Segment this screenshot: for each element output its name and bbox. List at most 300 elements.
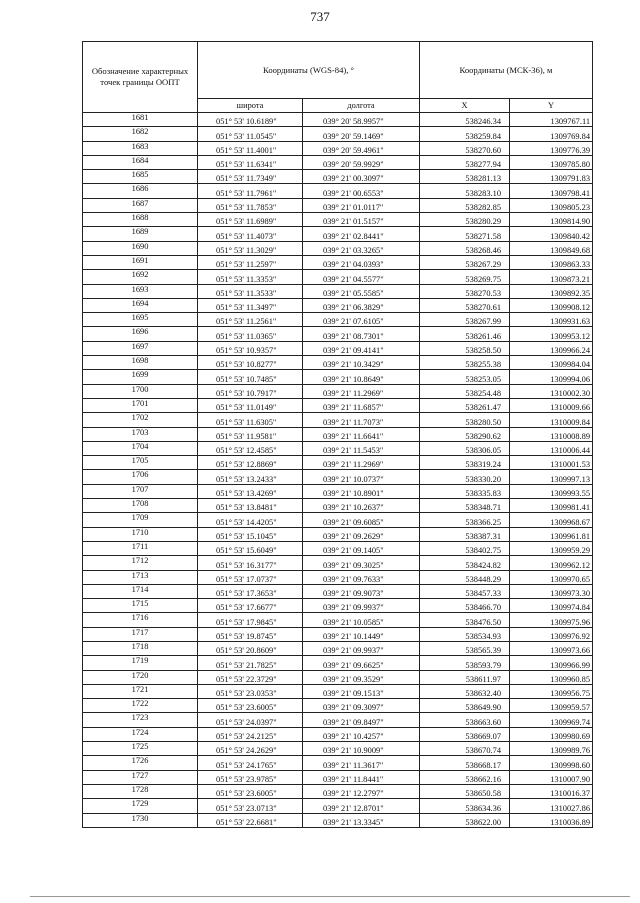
table-row (83, 499, 593, 513)
x-coord: 538282.85 (420, 198, 510, 212)
longitude: 039° 21' 10.0585" (303, 613, 420, 627)
y-coord: 1309973.66 (510, 641, 593, 655)
longitude: 039° 21' 09.8497" (303, 713, 420, 727)
point-id: 1697 (83, 341, 198, 355)
x-coord: 538387.31 (420, 527, 510, 541)
longitude: 039° 21' 01.0117" (303, 198, 420, 212)
point-id: 1699 (83, 370, 198, 384)
table-row (83, 270, 593, 284)
x-coord: 538330.20 (420, 470, 510, 484)
longitude: 039° 21' 04.0393" (303, 255, 420, 269)
y-coord: 1309956.75 (510, 684, 593, 698)
point-id: 1681 (83, 113, 198, 127)
page-number: 737 (310, 9, 330, 24)
latitude: 051° 53' 11.3497" (198, 298, 303, 312)
point-id: 1691 (83, 255, 198, 269)
latitude: 051° 53' 17.9845" (198, 613, 303, 627)
longitude: 039° 21' 11.8441" (303, 770, 420, 784)
y-coord: 1310007.90 (510, 770, 593, 784)
x-coord: 538534.93 (420, 627, 510, 641)
x-coord: 538270.60 (420, 141, 510, 155)
longitude: 039° 21' 10.8901" (303, 484, 420, 498)
point-id: 1686 (83, 184, 198, 198)
latitude: 051° 53' 11.6989" (198, 213, 303, 227)
latitude: 051° 53' 11.6305" (198, 413, 303, 427)
table-row (83, 255, 593, 269)
point-id: 1729 (83, 799, 198, 813)
point-id: 1720 (83, 670, 198, 684)
table-row (83, 813, 593, 827)
longitude: 039° 21' 00.6553" (303, 184, 420, 198)
table-row (83, 370, 593, 384)
latitude: 051° 53' 11.0545" (198, 127, 303, 141)
latitude: 051° 53' 24.0397" (198, 713, 303, 727)
longitude: 039° 21' 07.6105" (303, 313, 420, 327)
point-id: 1689 (83, 227, 198, 241)
table-row (83, 613, 593, 627)
point-id: 1690 (83, 241, 198, 255)
point-id: 1684 (83, 155, 198, 169)
latitude: 051° 53' 12.8869" (198, 456, 303, 470)
x-coord: 538632.40 (420, 684, 510, 698)
latitude: 051° 53' 11.6341" (198, 155, 303, 169)
x-coord: 538281.13 (420, 170, 510, 184)
y-coord: 1310009.84 (510, 413, 593, 427)
point-id: 1707 (83, 484, 198, 498)
point-id: 1722 (83, 699, 198, 713)
longitude: 039° 21' 09.9073" (303, 584, 420, 598)
x-coord: 538565.39 (420, 641, 510, 655)
longitude: 039° 21' 10.9009" (303, 742, 420, 756)
y-coord: 1309791.83 (510, 170, 593, 184)
longitude: 039° 21' 04.5577" (303, 270, 420, 284)
table-row (83, 770, 593, 784)
latitude: 051° 53' 23.0713" (198, 799, 303, 813)
table-row (83, 441, 593, 455)
table-row (83, 756, 593, 770)
point-id: 1688 (83, 213, 198, 227)
latitude: 051° 53' 23.6005" (198, 699, 303, 713)
latitude: 051° 53' 23.6005" (198, 784, 303, 798)
latitude: 051° 53' 24.2125" (198, 727, 303, 741)
x-coord: 538593.79 (420, 656, 510, 670)
latitude: 051° 53' 11.4001" (198, 141, 303, 155)
point-id: 1685 (83, 170, 198, 184)
y-coord: 1309931.63 (510, 313, 593, 327)
longitude: 039° 21' 09.1405" (303, 541, 420, 555)
longitude: 039° 21' 10.1449" (303, 627, 420, 641)
point-id: 1698 (83, 356, 198, 370)
header-point: Обозначение характерных точек границы ООПТ (83, 42, 198, 113)
x-coord: 538457.33 (420, 584, 510, 598)
point-id: 1694 (83, 298, 198, 312)
longitude: 039° 21' 09.9937" (303, 599, 420, 613)
x-coord: 538650.58 (420, 784, 510, 798)
y-coord: 1310001.53 (510, 456, 593, 470)
table-row (83, 327, 593, 341)
y-coord: 1309959.29 (510, 541, 593, 555)
table-row (83, 213, 593, 227)
y-coord: 1310002.30 (510, 384, 593, 398)
latitude: 051° 53' 11.0365" (198, 327, 303, 341)
y-coord: 1309975.96 (510, 613, 593, 627)
table-row (83, 155, 593, 169)
point-id: 1703 (83, 427, 198, 441)
latitude: 051° 53' 11.9581" (198, 427, 303, 441)
longitude: 039° 21' 11.6641" (303, 427, 420, 441)
longitude: 039° 21' 11.2969" (303, 456, 420, 470)
table-row (83, 599, 593, 613)
longitude: 039° 21' 11.2969" (303, 384, 420, 398)
longitude: 039° 21' 11.7073" (303, 413, 420, 427)
latitude: 051° 53' 11.7853" (198, 198, 303, 212)
latitude: 051° 53' 11.3353" (198, 270, 303, 284)
table-row (83, 641, 593, 655)
point-id: 1708 (83, 499, 198, 513)
y-coord: 1310036.89 (510, 813, 593, 827)
table-row (83, 113, 593, 127)
latitude: 051° 53' 20.8609" (198, 641, 303, 655)
x-coord: 538335.83 (420, 484, 510, 498)
y-coord: 1309989.76 (510, 742, 593, 756)
x-coord: 538277.94 (420, 155, 510, 169)
x-coord: 538366.25 (420, 513, 510, 527)
y-coord: 1309953.12 (510, 327, 593, 341)
latitude: 051° 53' 11.2597" (198, 255, 303, 269)
longitude: 039° 21' 11.6857" (303, 398, 420, 412)
x-coord: 538261.47 (420, 398, 510, 412)
longitude: 039° 21' 00.3097" (303, 170, 420, 184)
x-coord: 538268.46 (420, 241, 510, 255)
longitude: 039° 21' 13.3345" (303, 813, 420, 827)
latitude: 051° 53' 11.3029" (198, 241, 303, 255)
x-coord: 538476.50 (420, 613, 510, 627)
y-coord: 1309993.55 (510, 484, 593, 498)
point-id: 1717 (83, 627, 198, 641)
y-coord: 1309814.90 (510, 213, 593, 227)
x-coord: 538271.58 (420, 227, 510, 241)
table-row (83, 184, 593, 198)
point-id: 1693 (83, 284, 198, 298)
point-id: 1702 (83, 413, 198, 427)
coordinates-table (82, 41, 593, 828)
point-id: 1719 (83, 656, 198, 670)
table-row (83, 198, 593, 212)
latitude: 051° 53' 22.3729" (198, 670, 303, 684)
table-row (83, 656, 593, 670)
scan-edge-line (30, 896, 630, 897)
point-id: 1706 (83, 470, 198, 484)
latitude: 051° 53' 13.4269" (198, 484, 303, 498)
point-id: 1701 (83, 398, 198, 412)
table-row (83, 570, 593, 584)
y-coord: 1309974.84 (510, 599, 593, 613)
y-coord: 1309892.35 (510, 284, 593, 298)
latitude: 051° 53' 11.3533" (198, 284, 303, 298)
x-coord: 538246.34 (420, 113, 510, 127)
table-row (83, 784, 593, 798)
longitude: 039° 21' 09.6625" (303, 656, 420, 670)
point-id: 1726 (83, 756, 198, 770)
longitude: 039° 21' 09.1513" (303, 684, 420, 698)
longitude: 039° 21' 10.3429" (303, 356, 420, 370)
table-row (83, 684, 593, 698)
x-coord: 538448.29 (420, 570, 510, 584)
table-row (83, 356, 593, 370)
table-row (83, 227, 593, 241)
table-row (83, 341, 593, 355)
x-coord: 538270.61 (420, 298, 510, 312)
longitude: 039° 21' 09.3025" (303, 556, 420, 570)
table-row (83, 141, 593, 155)
table-row (83, 541, 593, 555)
y-coord: 1309769.84 (510, 127, 593, 141)
x-coord: 538261.46 (420, 327, 510, 341)
x-coord: 538280.50 (420, 413, 510, 427)
point-id: 1715 (83, 599, 198, 613)
table-row (83, 527, 593, 541)
y-coord: 1309863.33 (510, 255, 593, 269)
table-row (83, 284, 593, 298)
x-coord: 538255.38 (420, 356, 510, 370)
table-row (83, 127, 593, 141)
x-coord: 538668.17 (420, 756, 510, 770)
y-coord: 1309973.30 (510, 584, 593, 598)
x-coord: 538611.97 (420, 670, 510, 684)
table-row (83, 298, 593, 312)
longitude: 039° 21' 03.3265" (303, 241, 420, 255)
point-id: 1711 (83, 541, 198, 555)
y-coord: 1310009.66 (510, 398, 593, 412)
y-coord: 1309798.41 (510, 184, 593, 198)
y-coord: 1309980.69 (510, 727, 593, 741)
point-id: 1725 (83, 742, 198, 756)
latitude: 051° 53' 10.7485" (198, 370, 303, 384)
y-coord: 1309840.42 (510, 227, 593, 241)
point-id: 1727 (83, 770, 198, 784)
x-coord: 538348.71 (420, 499, 510, 513)
longitude: 039° 21' 09.4141" (303, 341, 420, 355)
point-id: 1700 (83, 384, 198, 398)
x-coord: 538649.90 (420, 699, 510, 713)
latitude: 051° 53' 13.8481" (198, 499, 303, 513)
table-row (83, 742, 593, 756)
longitude: 039° 21' 12.8701" (303, 799, 420, 813)
table-row (83, 313, 593, 327)
table-row (83, 670, 593, 684)
latitude: 051° 53' 17.0737" (198, 570, 303, 584)
y-coord: 1309997.13 (510, 470, 593, 484)
latitude: 051° 53' 11.0149" (198, 398, 303, 412)
point-id: 1721 (83, 684, 198, 698)
latitude: 051° 53' 19.8745" (198, 627, 303, 641)
header-latitude: широта (198, 99, 303, 113)
latitude: 051° 53' 11.7349" (198, 170, 303, 184)
longitude: 039° 21' 06.3829" (303, 298, 420, 312)
table-row (83, 470, 593, 484)
x-coord: 538466.70 (420, 599, 510, 613)
latitude: 051° 53' 17.6677" (198, 599, 303, 613)
y-coord: 1309994.06 (510, 370, 593, 384)
point-id: 1713 (83, 570, 198, 584)
y-coord: 1309962.12 (510, 556, 593, 570)
y-coord: 1309961.81 (510, 527, 593, 541)
table-row (83, 170, 593, 184)
longitude: 039° 20' 59.1469" (303, 127, 420, 141)
latitude: 051° 53' 15.6049" (198, 541, 303, 555)
y-coord: 1310027.86 (510, 799, 593, 813)
latitude: 051° 53' 14.4205" (198, 513, 303, 527)
latitude: 051° 53' 23.0353" (198, 684, 303, 698)
y-coord: 1309984.04 (510, 356, 593, 370)
point-id: 1692 (83, 270, 198, 284)
x-coord: 538259.84 (420, 127, 510, 141)
table-row (83, 413, 593, 427)
y-coord: 1309966.99 (510, 656, 593, 670)
longitude: 039° 21' 09.7633" (303, 570, 420, 584)
latitude: 051° 53' 21.7825" (198, 656, 303, 670)
y-coord: 1309966.24 (510, 341, 593, 355)
table-row (83, 241, 593, 255)
longitude: 039° 20' 59.4961" (303, 141, 420, 155)
x-coord: 538283.10 (420, 184, 510, 198)
y-coord: 1309970.65 (510, 570, 593, 584)
latitude: 051° 53' 16.3177" (198, 556, 303, 570)
x-coord: 538254.48 (420, 384, 510, 398)
latitude: 051° 53' 17.3653" (198, 584, 303, 598)
x-coord: 538424.82 (420, 556, 510, 570)
longitude: 039° 21' 09.9937" (303, 641, 420, 655)
y-coord: 1309959.57 (510, 699, 593, 713)
longitude: 039° 21' 08.7301" (303, 327, 420, 341)
latitude: 051° 53' 13.2433" (198, 470, 303, 484)
latitude: 051° 53' 10.7917" (198, 384, 303, 398)
point-id: 1695 (83, 313, 198, 327)
longitude: 039° 21' 01.5157" (303, 213, 420, 227)
y-coord: 1309981.41 (510, 499, 593, 513)
point-id: 1710 (83, 527, 198, 541)
table-row (83, 627, 593, 641)
latitude: 051° 53' 22.6681" (198, 813, 303, 827)
table-row (83, 513, 593, 527)
latitude: 051° 53' 11.4073" (198, 227, 303, 241)
point-id: 1696 (83, 327, 198, 341)
y-coord: 1309805.23 (510, 198, 593, 212)
point-id: 1714 (83, 584, 198, 598)
x-coord: 538670.74 (420, 742, 510, 756)
x-coord: 538663.60 (420, 713, 510, 727)
x-coord: 538319.24 (420, 456, 510, 470)
header-y: Y (510, 99, 593, 113)
table-row (83, 556, 593, 570)
point-id: 1712 (83, 556, 198, 570)
table-row (83, 713, 593, 727)
latitude: 051° 53' 11.7961" (198, 184, 303, 198)
point-id: 1682 (83, 127, 198, 141)
point-id: 1718 (83, 641, 198, 655)
table-body (83, 113, 593, 828)
latitude: 051° 53' 23.9785" (198, 770, 303, 784)
point-id: 1724 (83, 727, 198, 741)
x-coord: 538258.50 (420, 341, 510, 355)
x-coord: 538402.75 (420, 541, 510, 555)
x-coord: 538267.99 (420, 313, 510, 327)
x-coord: 538306.05 (420, 441, 510, 455)
y-coord: 1309968.67 (510, 513, 593, 527)
header-x: X (420, 99, 510, 113)
table-row (83, 584, 593, 598)
table-row (83, 456, 593, 470)
longitude: 039° 21' 09.3529" (303, 670, 420, 684)
x-coord: 538267.29 (420, 255, 510, 269)
y-coord: 1309785.80 (510, 155, 593, 169)
longitude: 039° 21' 11.3617" (303, 756, 420, 770)
point-id: 1730 (83, 813, 198, 827)
latitude: 051° 53' 24.2629" (198, 742, 303, 756)
point-id: 1723 (83, 713, 198, 727)
x-coord: 538634.36 (420, 799, 510, 813)
y-coord: 1309908.12 (510, 298, 593, 312)
longitude: 039° 21' 02.8441" (303, 227, 420, 241)
longitude: 039° 21' 09.3097" (303, 699, 420, 713)
longitude: 039° 21' 10.0737" (303, 470, 420, 484)
y-coord: 1309998.60 (510, 756, 593, 770)
y-coord: 1310016.37 (510, 784, 593, 798)
x-coord: 538290.62 (420, 427, 510, 441)
point-id: 1716 (83, 613, 198, 627)
longitude: 039° 21' 05.5585" (303, 284, 420, 298)
point-id: 1705 (83, 456, 198, 470)
y-coord: 1309960.85 (510, 670, 593, 684)
y-coord: 1310008.89 (510, 427, 593, 441)
table-row (83, 427, 593, 441)
latitude: 051° 53' 10.8277" (198, 356, 303, 370)
y-coord: 1309849.68 (510, 241, 593, 255)
longitude: 039° 21' 10.4257" (303, 727, 420, 741)
x-coord: 538622.00 (420, 813, 510, 827)
table-row (83, 699, 593, 713)
table-row (83, 727, 593, 741)
longitude: 039° 21' 10.2637" (303, 499, 420, 513)
point-id: 1728 (83, 784, 198, 798)
y-coord: 1309776.39 (510, 141, 593, 155)
latitude: 051° 53' 11.2561" (198, 313, 303, 327)
x-coord: 538270.53 (420, 284, 510, 298)
longitude: 039° 20' 59.9929" (303, 155, 420, 169)
latitude: 051° 53' 10.9357" (198, 341, 303, 355)
y-coord: 1309767.11 (510, 113, 593, 127)
longitude: 039° 20' 58.9957" (303, 113, 420, 127)
y-coord: 1309969.74 (510, 713, 593, 727)
longitude: 039° 21' 09.6085" (303, 513, 420, 527)
point-id: 1683 (83, 141, 198, 155)
point-id: 1704 (83, 441, 198, 455)
longitude: 039° 21' 09.2629" (303, 527, 420, 541)
longitude: 039° 21' 12.2797" (303, 784, 420, 798)
y-coord: 1309976.92 (510, 627, 593, 641)
header-longitude: долгота (303, 99, 420, 113)
y-coord: 1309873.21 (510, 270, 593, 284)
longitude: 039° 21' 10.8649" (303, 370, 420, 384)
table-row (83, 484, 593, 498)
longitude: 039° 21' 11.5453" (303, 441, 420, 455)
x-coord: 538662.16 (420, 770, 510, 784)
x-coord: 538669.07 (420, 727, 510, 741)
latitude: 051° 53' 15.1045" (198, 527, 303, 541)
y-coord: 1310006.44 (510, 441, 593, 455)
point-id: 1709 (83, 513, 198, 527)
header-wgs84: Координаты (WGS-84), ° (198, 42, 420, 99)
